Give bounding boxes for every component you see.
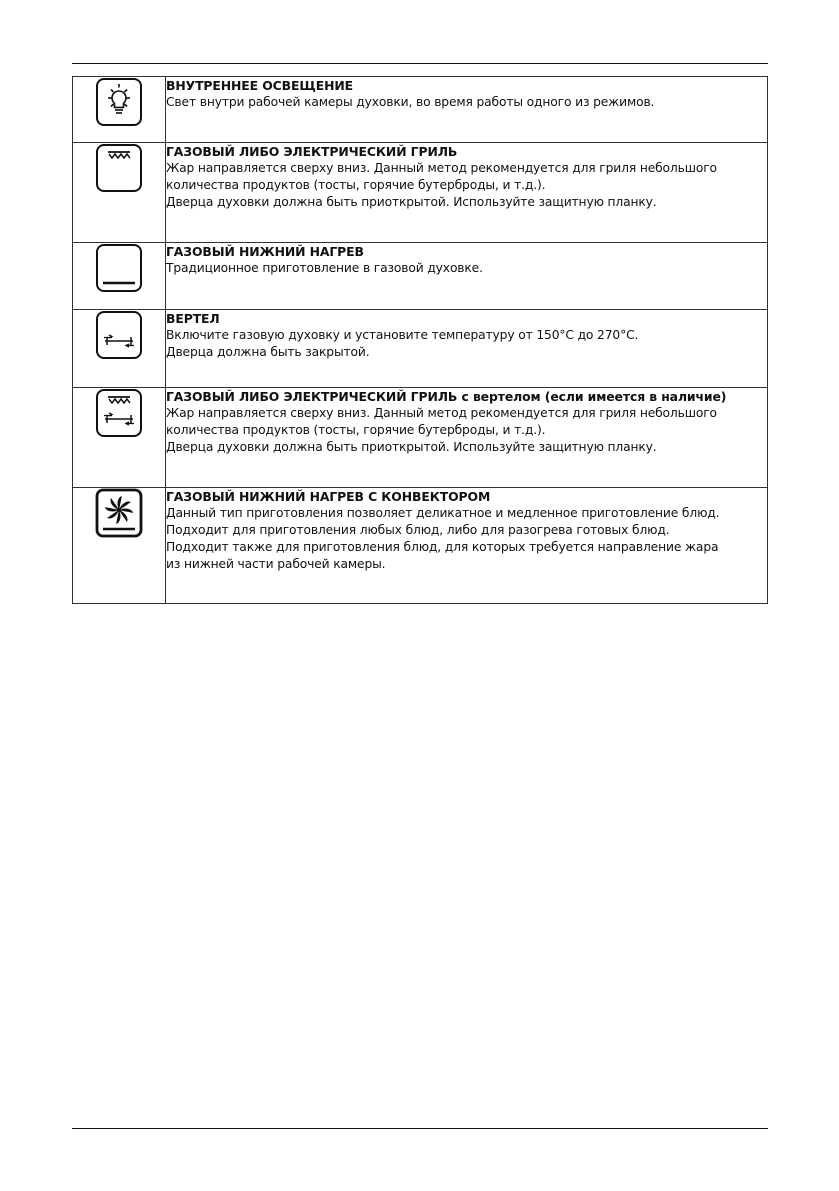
mode-title: ГАЗОВЫЙ ЛИБО ЭЛЕКТРИЧЕСКИЙ ГРИЛЬ — [166, 144, 458, 159]
mode-desc-line: Подходит для приготовления любых блюд, либо для разогрева готовых блюд. — [166, 523, 670, 537]
mode-desc-line: Дверца духовки должна быть приоткрытой. Используйте защитную планку. — [166, 440, 657, 454]
fan-bottom-heat-icon — [95, 488, 143, 538]
mode-row-rotisserie — [73, 310, 768, 388]
mode-desc-line: из нижней части рабочей камеры. — [166, 557, 386, 571]
grill-rotisserie-icon — [95, 388, 143, 438]
mode-desc-line: количества продуктов (тосты, горячие бутерброды, и т.д.). — [166, 178, 546, 192]
footer-rule — [72, 1128, 768, 1129]
mode-title: ВЕРТЕЛ — [166, 311, 220, 326]
mode-row-convection — [73, 488, 768, 604]
mode-row-grill-rotisserie — [73, 388, 768, 488]
light-bulb-icon — [95, 77, 143, 127]
header-rule — [72, 63, 768, 64]
mode-desc-line: Дверца духовки должна быть приоткрытой. Используйте защитную планку. — [166, 195, 657, 209]
mode-row-bottom-heat — [73, 243, 768, 310]
mode-desc-line: Жар направляется сверху вниз. Данный метод рекомендуется для гриля небольшого — [166, 406, 717, 420]
bottom-heat-icon — [95, 243, 143, 293]
mode-desc-line: количества продуктов (тосты, горячие бутерброды, и т.д.). — [166, 423, 546, 437]
mode-desc-line: Включите газовую духовку и установите температуру от 150°С до 270°С. — [166, 328, 639, 342]
mode-title: ГАЗОВЫЙ НИЖНИЙ НАГРЕВ С КОНВЕКТОРОМ — [166, 489, 491, 504]
rotisserie-icon — [95, 310, 143, 360]
mode-row-light — [73, 77, 768, 143]
mode-row-grill — [73, 143, 768, 243]
mode-desc-line: Подходит также для приготовления блюд, для которых требуется направление жара — [166, 540, 719, 554]
mode-desc-line: Свет внутри рабочей камеры духовки, во время работы одного из режимов. — [166, 95, 655, 109]
mode-desc-line: Дверца должна быть закрытой. — [166, 345, 370, 359]
mode-title: ГАЗОВЫЙ НИЖНИЙ НАГРЕВ — [166, 244, 364, 259]
mode-desc-line: Данный тип приготовления позволяет деликатное и медленное приготовление блюд. — [166, 506, 720, 520]
mode-desc-line: Традиционное приготовление в газовой духовке. — [166, 261, 483, 275]
top-grill-icon — [95, 143, 143, 193]
mode-title-suffix: с вертелом (если имеется в наличие) — [457, 389, 727, 404]
mode-title: ВНУТРЕННЕЕ ОСВЕЩЕНИЕ — [166, 78, 353, 93]
mode-title: ГАЗОВЫЙ ЛИБО ЭЛЕКТРИЧЕСКИЙ ГРИЛЬ с вертелом (если имеется в наличие) — [166, 389, 727, 404]
mode-desc-line: Жар направляется сверху вниз. Данный метод рекомендуется для гриля небольшого — [166, 161, 717, 175]
oven-modes-table — [72, 76, 768, 604]
